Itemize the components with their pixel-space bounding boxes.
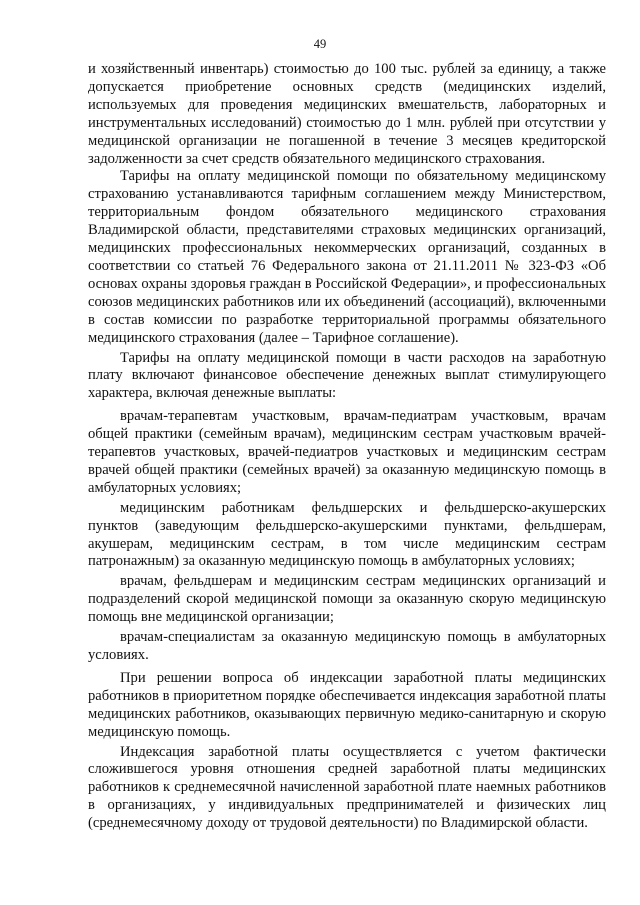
list-item-ambulance: врачам, фельдшерам и медицинским сестрам медицинских организаций и подразделений скорой медицинской помощи за оказанную скорую медицинскую помощь вне медицинской организации;: [88, 573, 606, 626]
list-item-specialists: врачам-специалистам за оказанную медицинскую помощь в амбулаторных условиях.: [88, 629, 606, 663]
paragraph-indexation-priority: При решении вопроса об индексации заработной платы медицинских работников в приоритетном порядке обеспечивается индексация заработной платы медицинских работников, оказывающих первичную медико-санитарную и скорую медицинскую помощь.: [88, 669, 606, 740]
page-number: 49: [313, 37, 327, 51]
list-item-district-doctors: врачам-терапевтам участковым, врачам-педиатрам участковым, врачам общей практики (семейным врачам), медицинским сестрам участковым врачей-терапевтов участковых, врачей-педиатров участковых и медицинским сестрам врачей общей практики (семейных врачей) за оказанную медицинскую помощь в амбулаторных условиях;: [88, 408, 606, 496]
paragraph-tariff-agreement: Тарифы на оплату медицинской помощи по обязательному медицинскому страхованию устанавливаются тарифным соглашением между Министерством, территориальным фондом обязательного медицинского страхования Владимирской области, представителями страховых медицинских организаций, медицинских профессиональных некоммерческих организаций, созданных в соответствии со статьей 76 Федерального закона от 21.11.2011 № 323-ФЗ «Об основах охраны здоровья граждан в Российской Федерации», и профессиональных союзов медицинских работников или их объединений (ассоциаций), включенными в состав комиссии по разработке территориальной программы обязательного медицинского страхования (далее – Тарифное соглашение).: [88, 168, 606, 346]
paragraph-continuation: и хозяйственный инвентарь) стоимостью до 100 тыс. рублей за единицу, а также допускается приобретение основных средств (медицинских изделий, используемых для проведения медицинских вмешательств, лабораторных и инструментальных исследований) стоимостью до 1 млн. рублей при отсутствии у медицинской организации не погашенной в течение 3 месяцев кредиторской задолженности за счет средств обязательного медицинского страхования.: [88, 61, 606, 167]
paragraph-indexation-method: Индексация заработной платы осуществляется с учетом фактически сложившегося уровня отношения средней заработной платы медицинских работников к среднемесячной начисленной заработной плате наемных работников в организациях, у индивидуальных предпринимателей и физических лиц (среднемесячному доходу от трудовой деятельности) по Владимирской области.: [88, 743, 606, 832]
paragraph-salary-tariffs: Тарифы на оплату медицинской помощи в части расходов на заработную плату включают финансовое обеспечение денежных выплат стимулирующего характера, включая денежные выплаты:: [88, 349, 606, 402]
list-item-feldsher-points: медицинским работникам фельдшерских и фельдшерско-акушерских пунктов (заведующим фельдшерско-акушерскими пунктами, фельдшерам, акушерам, медицинским сестрам, в том числе медицинским сестрам патронажным) за оказанную медицинскую помощь в амбулаторных условиях;: [88, 499, 606, 570]
document-body: [88, 61, 606, 833]
